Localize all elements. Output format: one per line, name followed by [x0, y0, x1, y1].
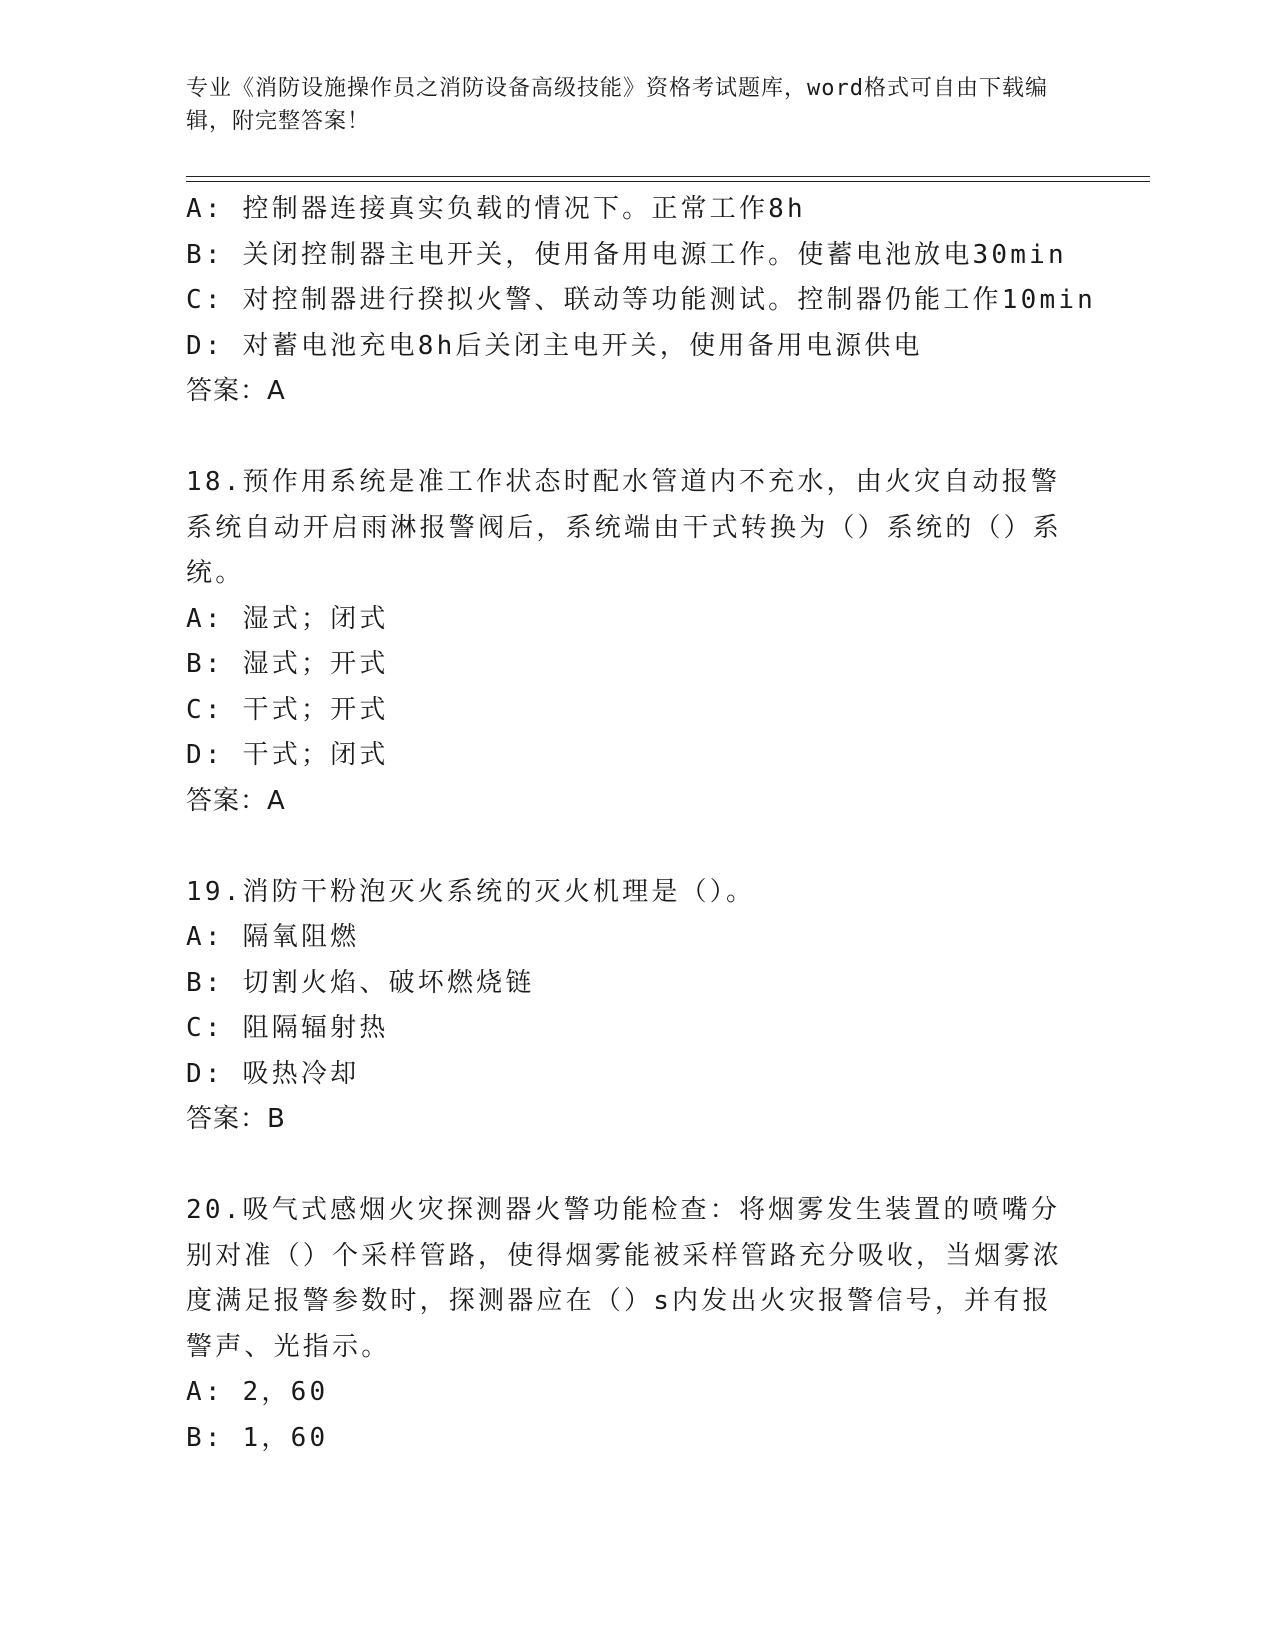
option-b: B: 1，60: [186, 1422, 329, 1453]
answer: 答案：A: [186, 785, 286, 816]
answer: 答案：A: [186, 376, 286, 406]
question-18: [186, 460, 1086, 824]
option-c: C: 阻隔辐射热: [186, 1013, 389, 1043]
question-17: [186, 187, 1097, 415]
option-c: C: 干式；开式: [186, 694, 389, 725]
header-divider-bottom: [186, 181, 1150, 182]
option-a: A: 2，60: [186, 1377, 329, 1407]
question-text: 18.预作用系统是准工作状态时配水管道内不充水，由火灾自动报警系统自动开启雨淋报警阀后，系统端由干式转换为（）系统的（）系统。: [186, 467, 1063, 588]
option-d: D: 吸热冷却: [186, 1058, 360, 1089]
option-c: C: 对控制器进行揆拟火警、联动等功能测试。控制器仍能工作10min: [186, 285, 1097, 315]
spacer: [186, 1143, 1086, 1189]
question-text: 20.吸气式感烟火灾探测器火警功能检查：将烟雾发生装置的喷嘴分别对准（）个采样管路，使得烟雾能被采样管路充分吸收，当烟雾浓度满足报警参数时，探测器应在（）s内发出火灾报警信号，并有报警声、光指示。: [186, 1195, 1063, 1362]
question-list: [186, 187, 1097, 1461]
spacer: [186, 415, 1086, 461]
spacer: [186, 824, 1086, 870]
option-b: B: 湿式；开式: [186, 649, 389, 679]
question-text: 19.消防干粉泡灭火系统的灭火机理是（）。: [186, 876, 756, 907]
question-19: [186, 870, 1086, 1143]
header-divider-top: [186, 176, 1150, 177]
question-20: [186, 1188, 1086, 1461]
option-a: A: 隔氧阻燃: [186, 922, 360, 952]
option-b: B: 关闭控制器主电开关，使用备用电源工作。使蓄电池放电30min: [186, 239, 1067, 270]
answer: 答案：B: [186, 1104, 286, 1134]
option-a: A: 控制器连接真实负载的情况下。正常工作8h: [186, 194, 806, 224]
option-d: D: 干式；闭式: [186, 740, 389, 770]
option-d: D: 对蓄电池充电8h后关闭主电开关，使用备用电源供电: [186, 330, 923, 361]
header-note: 专业《消防设施操作员之消防设备高级技能》资格考试题库，word格式可自由下载编辑，附完整答案！: [186, 76, 1048, 134]
option-b: B: 切割火焰、破坏燃烧链: [186, 967, 535, 998]
option-a: A: 湿式；闭式: [186, 603, 389, 634]
